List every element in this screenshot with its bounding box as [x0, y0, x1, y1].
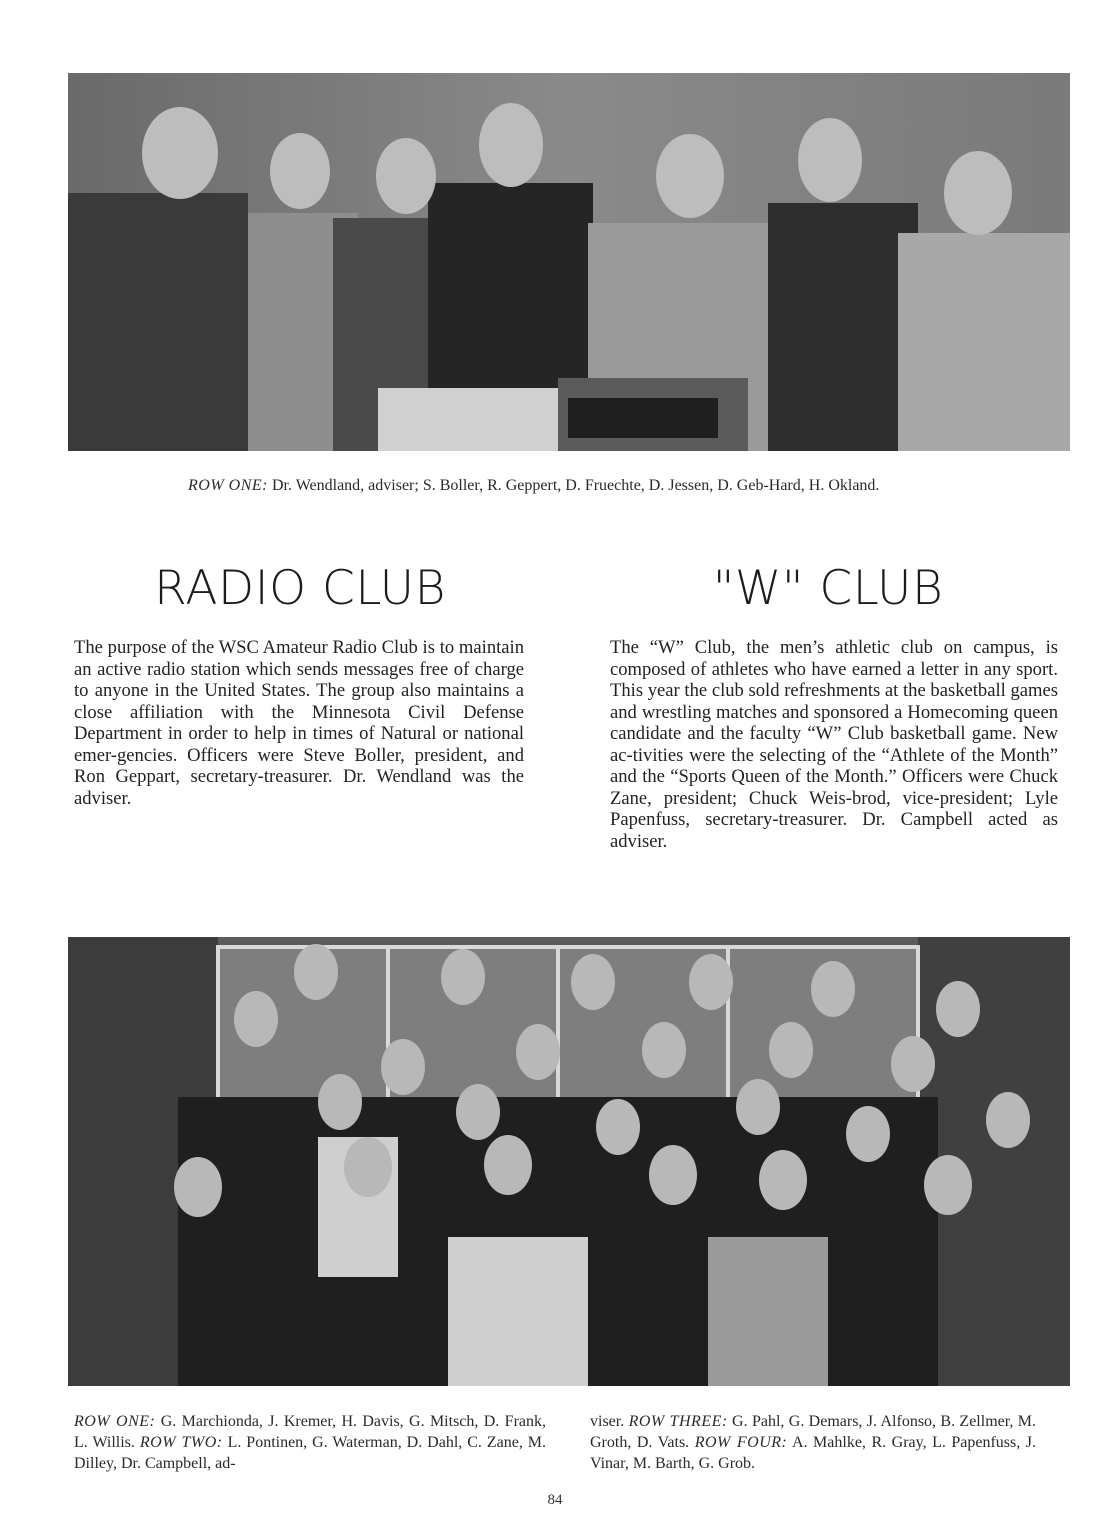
radio-club-title: RADIO CLUB [154, 561, 446, 616]
row-one-label: ROW ONE: [188, 477, 268, 494]
radio-club-photo-art [68, 73, 1070, 451]
page-number: 84 [547, 1492, 563, 1508]
w-club-photo [68, 937, 1070, 1386]
row-two-names: L. Pontinen, G. Waterman, D. Dahl, C. Zane, M. Dilley, Dr. Campbell, ad- [74, 1434, 547, 1472]
row-four-label: ROW FOUR: [694, 1434, 788, 1451]
w-club-description: The “W” Club, the men’s athletic club on campus, is composed of athletes who have earned a letter in any sport. This year the club sold refreshments at the basketball games and wrestling matches and sponsored a Homecoming queen candidate and the faculty “W” Club basketball game. New ac-tivities were the selecting of the “Athlete of the Month” and the “Sports Queen of the Month.” Officers were Chuck Zane, president; Chuck Weis-brod, vice-president; Lyle Papenfuss, secretary-treasurer. Dr. Campbell acted as adviser. [610, 637, 1058, 852]
caption-continuation: viser. [590, 1413, 629, 1430]
radio-club-description: The purpose of the WSC Amateur Radio Club is to maintain an active radio station which sends messages free of charge to anyone in the United States. The group also maintains a close affiliation with the Minnesota Civil Defense Department in order to help in times of Natural or national emer-gencies. Officers were Steve Boller, president, and Ron Geppart, secretary-treasurer. Dr. Wendland was the adviser. [74, 637, 524, 809]
row-two-label: ROW TWO: [139, 1434, 223, 1451]
radio-club-photo [68, 73, 1070, 451]
w-club-caption-left [74, 1411, 546, 1474]
radio-club-caption [188, 475, 948, 496]
row-four-names: A. Mahlke, R. Gray, L. Papenfuss, J. Vinar, M. Barth, G. Grob. [590, 1434, 1037, 1472]
w-club-title: "W" CLUB [712, 561, 944, 616]
row-three-names: G. Pahl, G. Demars, J. Alfonso, B. Zellmer, M. Groth, D. Vats. [590, 1413, 1037, 1451]
w-club-photo-art [68, 937, 1070, 1386]
row-one-label: ROW ONE: [74, 1413, 156, 1430]
radio-club-caption-names: Dr. Wendland, adviser; S. Boller, R. Geppert, D. Fruechte, D. Jessen, D. Geb-Hard, H. Okland. [267, 477, 880, 494]
row-one-names: G. Marchionda, J. Kremer, H. Davis, G. Mitsch, D. Frank, L. Willis. [74, 1413, 546, 1451]
row-three-label: ROW THREE: [628, 1413, 728, 1430]
w-club-caption-right [590, 1411, 1036, 1474]
